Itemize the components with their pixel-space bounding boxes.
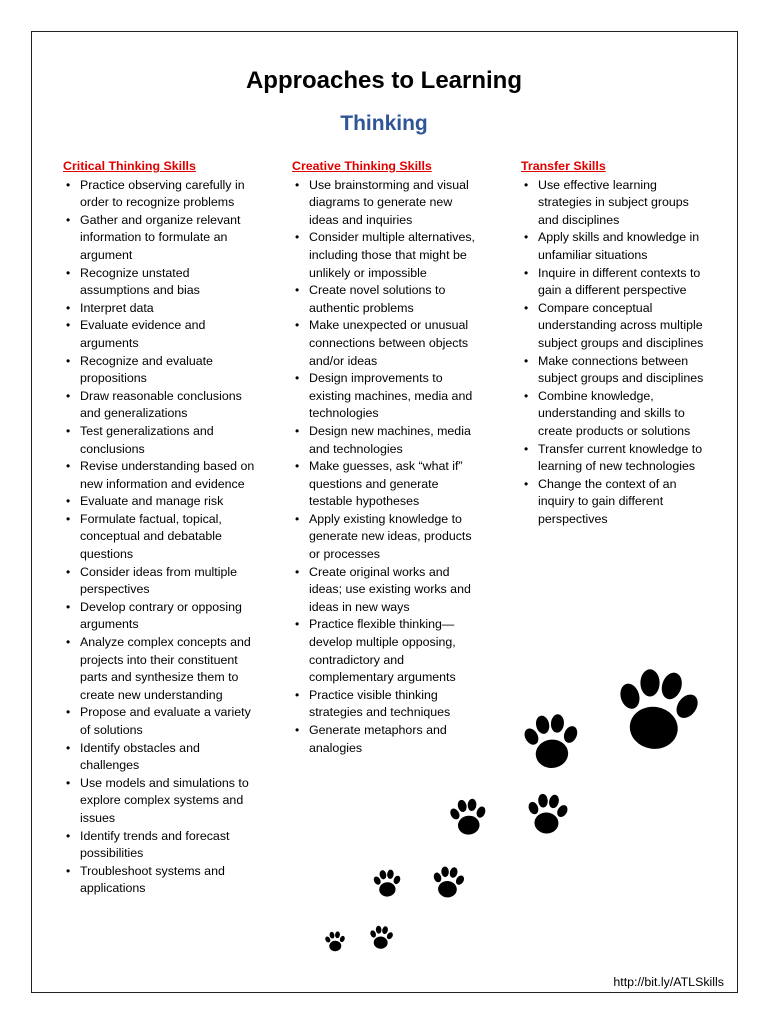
skill-item: • Recognize and evaluate propositions — [63, 353, 258, 388]
skill-item: • Inquire in different contexts to gain a different perspective — [521, 265, 711, 300]
skill-item: • Interpret data — [63, 300, 258, 318]
skill-item: • Analyze complex concepts and projects into their constituent parts and synthesize them to create new understanding — [63, 634, 258, 704]
skill-item: • Design new machines, media and technologies — [292, 423, 485, 458]
column-heading: Critical Thinking Skills — [63, 159, 196, 173]
skill-item: • Compare conceptual understanding across multiple subject groups and disciplines — [521, 300, 711, 353]
skill-item: • Generate metaphors and analogies — [292, 722, 485, 757]
skill-item: • Evaluate and manage risk — [63, 493, 258, 511]
skill-item: • Consider ideas from multiple perspectives — [63, 564, 258, 599]
skill-item: • Use models and simulations to explore complex systems and issues — [63, 775, 258, 828]
creative-thinking-column — [292, 158, 485, 757]
skill-item: • Design improvements to existing machines, media and technologies — [292, 370, 485, 423]
skill-item: • Draw reasonable conclusions and generalizations — [63, 388, 258, 423]
column-heading: Creative Thinking Skills — [292, 159, 432, 173]
transfer-skills-column — [521, 158, 711, 528]
column-heading: Transfer Skills — [521, 159, 606, 173]
skill-item: • Apply skills and knowledge in unfamiliar situations — [521, 229, 711, 264]
skill-item: • Use brainstorming and visual diagrams to generate new ideas and inquiries — [292, 177, 485, 230]
skill-item: • Change the context of an inquiry to gain different perspectives — [521, 476, 711, 529]
skill-item: • Create original works and ideas; use existing works and ideas in new ways — [292, 564, 485, 617]
skill-list — [292, 177, 485, 758]
skill-item: • Revise understanding based on new information and evidence — [63, 458, 258, 493]
critical-thinking-column — [63, 158, 258, 898]
skill-item: • Apply existing knowledge to generate new ideas, products or processes — [292, 511, 485, 564]
skill-item: • Recognize unstated assumptions and bias — [63, 265, 258, 300]
source-link[interactable]: http://bit.ly/ATLSkills — [613, 975, 724, 989]
skill-item: • Gather and organize relevant information to formulate an argument — [63, 212, 258, 265]
skill-item: • Practice flexible thinking—develop multiple opposing, contradictory and complementary arguments — [292, 616, 485, 686]
skill-item: • Evaluate evidence and arguments — [63, 317, 258, 352]
skill-item: • Use effective learning strategies in subject groups and disciplines — [521, 177, 711, 230]
skill-item: • Identify obstacles and challenges — [63, 740, 258, 775]
page-subtitle: Thinking — [340, 112, 428, 135]
skill-item: • Identify trends and forecast possibilities — [63, 828, 258, 863]
skill-item: • Make unexpected or unusual connections between objects and/or ideas — [292, 317, 485, 370]
skill-item: • Combine knowledge, understanding and skills to create products or solutions — [521, 388, 711, 441]
skill-item: • Propose and evaluate a variety of solutions — [63, 704, 258, 739]
skill-item: • Create novel solutions to authentic problems — [292, 282, 485, 317]
skill-item: • Test generalizations and conclusions — [63, 423, 258, 458]
skill-item: • Formulate factual, topical, conceptual and debatable questions — [63, 511, 258, 564]
skill-item: • Practice observing carefully in order to recognize problems — [63, 177, 258, 212]
skill-item: • Troubleshoot systems and applications — [63, 863, 258, 898]
skill-item: • Make connections between subject groups and disciplines — [521, 353, 711, 388]
page-title: Approaches to Learning — [245, 67, 523, 94]
skill-item: • Make guesses, ask “what if” questions and generate testable hypotheses — [292, 458, 485, 511]
skill-item: • Transfer current knowledge to learning of new technologies — [521, 441, 711, 476]
skill-list — [521, 177, 711, 529]
skill-item: • Develop contrary or opposing arguments — [63, 599, 258, 634]
skill-item: • Practice visible thinking strategies and techniques — [292, 687, 485, 722]
skill-item: • Consider multiple alternatives, including those that might be unlikely or impossible — [292, 229, 485, 282]
skill-list — [63, 177, 258, 898]
